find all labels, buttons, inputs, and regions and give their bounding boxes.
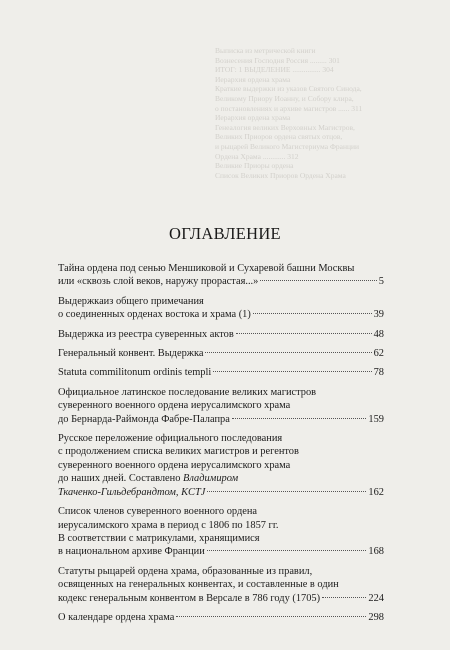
- toc-entry-line: О календаре ордена храма: [58, 611, 175, 623]
- bleed-line: Генеалогия великих Верховных Магистров,: [215, 122, 355, 132]
- toc-entry-author: Ткаченко-Гильдебрандтом, KCTJ: [58, 486, 206, 498]
- toc-entry-line: Русское переложение официального последования: [58, 433, 283, 445]
- bleed-line: и рыцарей Великого Магистериума Франции: [215, 141, 359, 151]
- bleed-line: Великих Приоров ордена святых отцов,: [215, 132, 343, 142]
- toc-entry-author: Владимиром: [183, 473, 239, 485]
- toc-entry-line: или «сквозь слой веков, наружу прорастая...»: [58, 276, 259, 288]
- bleed-line: Ордена Храма ............ 312: [215, 151, 299, 161]
- bleed-line: Иерархия ордена храма: [215, 74, 291, 84]
- toc-entry-line: суверенного военного ордена иерусалимского храма: [58, 459, 291, 471]
- toc-entry[interactable]: [58, 347, 384, 360]
- bleed-line: Выписка из метрической книги: [215, 46, 316, 55]
- dot-leader: [213, 371, 371, 372]
- dot-leader: [236, 333, 372, 334]
- toc-entry[interactable]: [58, 386, 384, 426]
- dot-leader: [260, 280, 376, 281]
- toc-entry-line: в национальном архиве Франции: [58, 546, 205, 558]
- toc-entry-line: Тайна ордена под сенью Меншиковой и Сухаревой башни Москвы: [58, 263, 355, 274]
- dot-leader: [205, 352, 371, 353]
- toc-entry-line: Список членов суверенного военного ордена: [58, 506, 258, 518]
- toc-entry[interactable]: [58, 432, 384, 499]
- table-of-contents: [58, 262, 384, 630]
- toc-entry-line: Statuta commilitonum ordinis templi: [58, 367, 212, 379]
- toc-entry[interactable]: [58, 295, 384, 322]
- toc-entry-line: Выдержкаиз общего примечания: [58, 295, 204, 307]
- toc-page-number: 62: [373, 348, 384, 360]
- toc-entry[interactable]: [58, 366, 384, 379]
- toc-entry[interactable]: [58, 505, 384, 559]
- bleed-line: Вознесения Господня Россия ......... 301: [215, 55, 340, 65]
- toc-page-number: 168: [368, 546, 384, 558]
- bleed-line: Иерархия ордена храма: [215, 113, 291, 123]
- toc-page-number: 159: [368, 413, 384, 425]
- bleed-line: Великие Приоры ордена: [215, 161, 294, 171]
- bleed-through-text: [215, 38, 415, 180]
- page-title: ОГЛАВЛЕНИЕ: [169, 224, 281, 243]
- toc-entry[interactable]: [58, 328, 384, 341]
- toc-page-number: 298: [368, 611, 384, 623]
- toc-entry-line: о соединенных орденах востока и храма (1): [58, 309, 251, 321]
- toc-entry-line: Статуты рыцарей ордена храма, образованные из правил,: [58, 565, 313, 577]
- toc-entry-line: суверенного военного ордена иерусалимского храма: [58, 400, 291, 412]
- toc-entry-line: Официальное латинское последование великих магистров: [58, 386, 317, 398]
- dot-leader: [207, 550, 367, 551]
- toc-entry-line: с продолжением списка великих магистров и регентов: [58, 446, 299, 458]
- toc-page-number: 48: [373, 328, 384, 340]
- toc-entry[interactable]: [58, 611, 384, 624]
- toc-page-number: 39: [373, 309, 384, 321]
- toc-entry-line: до наших дней. Составлено: [58, 473, 181, 485]
- toc-entry-line: иерусалимского храма в период с 1806 по 1857 гг.: [58, 519, 279, 531]
- bleed-line: о постановлениях и архиве магистров ...... 311: [215, 103, 363, 113]
- bleed-line: Список Великих Приоров Ордена Храма: [215, 170, 346, 180]
- toc-page-number: 78: [373, 367, 384, 379]
- toc-page-number: 224: [368, 592, 384, 604]
- toc-entry-line: В соответствии с матрикулами, хранящимися: [58, 532, 260, 544]
- dot-leader: [253, 313, 372, 314]
- dot-leader: [232, 418, 367, 419]
- toc-page-number: 162: [368, 486, 384, 498]
- toc-entry-line: до Бернарда-Раймонда Фабре-Палапра: [58, 413, 230, 425]
- toc-entry-line: Генеральный конвент. Выдержка: [58, 348, 204, 360]
- dot-leader: [207, 491, 366, 492]
- bleed-line: Краткие выдержки из указов Святого Синода,: [215, 84, 362, 94]
- dot-leader: [176, 616, 366, 617]
- toc-entry-line: Выдержка из реестра суверенных актов: [58, 328, 234, 340]
- toc-entry-line: освященных на генеральных конвентах, и составленные в один: [58, 579, 339, 591]
- toc-entry[interactable]: [58, 565, 384, 605]
- dot-leader: [322, 597, 366, 598]
- toc-entry-line: кодекс генеральным конвентом в Версале в 786 году (1705): [58, 592, 321, 604]
- toc-entry[interactable]: [58, 262, 384, 289]
- bleed-line: ИТОГ: 1 ВЫДЕЛЕНИЕ ............... 304: [215, 65, 334, 75]
- bleed-line: Великому Приору Иоанну, и Собору клира,: [215, 93, 354, 103]
- toc-page-number: 5: [378, 276, 384, 288]
